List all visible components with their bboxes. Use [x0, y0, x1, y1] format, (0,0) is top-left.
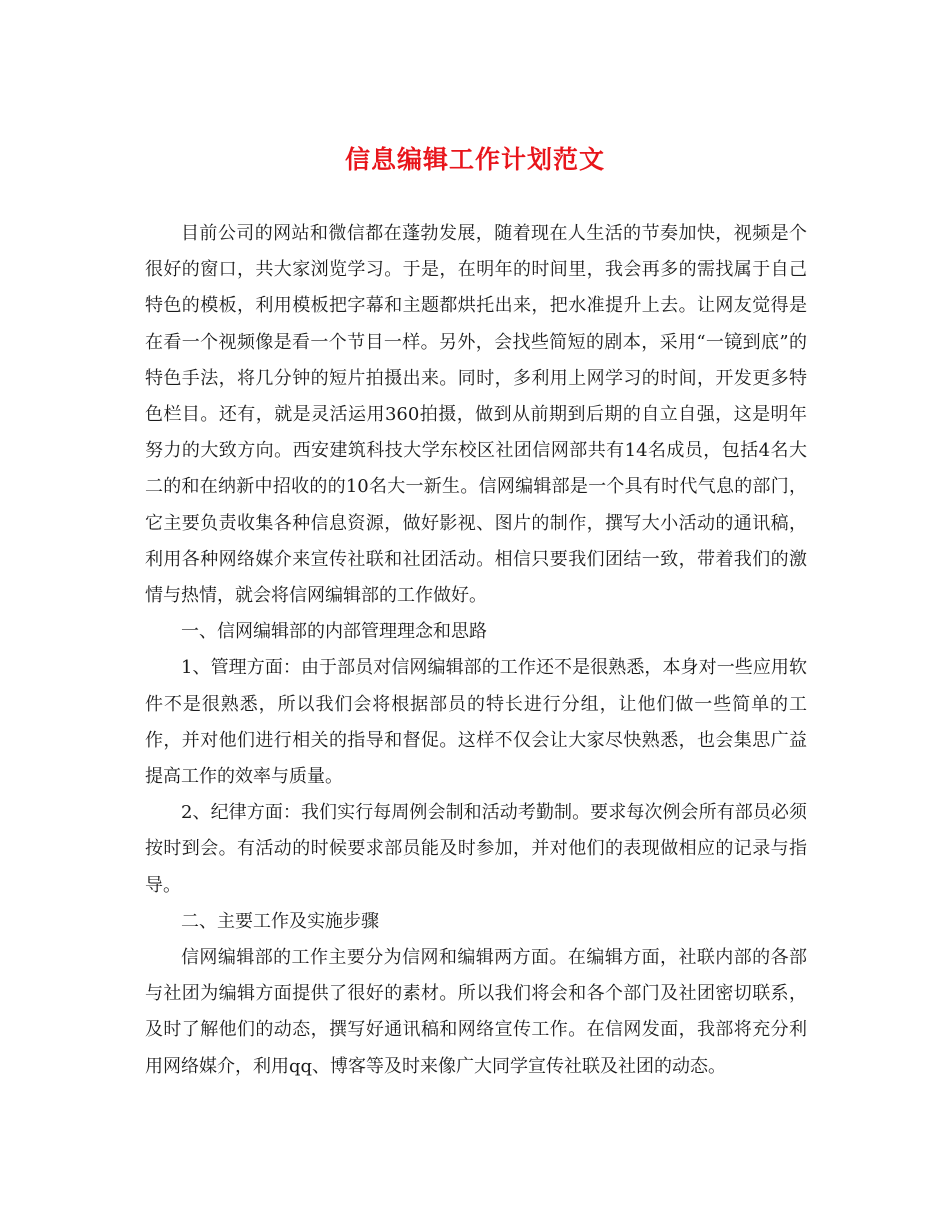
paragraph-discipline: 2、纪律方面：我们实行每周例会制和活动考勤制。要求每次例会所有部员必须按时到会。有活动的时候要求部员能及时参加，并对他们的表现做相应的记录与指导。 [145, 802, 807, 896]
section-heading-2: 二、主要工作及实施步骤 [181, 910, 379, 932]
paragraph-main-work: 信网编辑部的工作主要分为信网和编辑两方面。在编辑方面，社联内部的各部与社团为编辑方面提供了很好的素材。所以我们将会和各个部门及社团密切联系，及时了解他们的动态，撰写好通讯稿和网络宣传工作。在信网发面，我部将充分利用网络媒介，利用qq、博客等及时来像广大同学宣传社联及社团的动态。 [145, 947, 807, 1077]
document-body [145, 216, 807, 1085]
paragraph-management: 1、管理方面：由于部员对信网编辑部的工作还不是很熟悉，本身对一些应用软件不是很熟悉，所以我们会将根据部员的特长进行分组，让他们做一些简单的工作，并对他们进行相关的指导和督促。这样不仅会让大家尽快熟悉，也会集思广益提高工作的效率与质量。 [145, 657, 807, 788]
section-heading-1: 一、信网编辑部的内部管理理念和思路 [181, 621, 487, 643]
document-title: 信息编辑工作计划范文 [344, 145, 605, 174]
paragraph-intro: 目前公司的网站和微信都在蓬勃发展，随着现在人生活的节奏加快，视频是个很好的窗口，共大家浏览学习。于是，在明年的时间里，我会再多的需找属于自己特色的模板，利用模板把字幕和主题都烘托出来，把水准提升上去。让网友觉得是在看一个视频像是看一个节目一样。另外，会找些简短的剧本，采用“一镜到底”的特色手法，将几分钟的短片拍摄出来。同时，多利用上网学习的时间，开发更多特色栏目。还有，就是灵活运用360拍摄，做到从前期到后期的自立自强，这是明年努力的大致方向。西安建筑科技大学东校区社团信网部共有14名成员，包括4名大二的和在纳新中招收的的10名大一新生。信网编辑部是一个具有时代气息的部门，它主要负责收集各种信息资源，做好影视、图片的制作，撰写大小活动的通讯稿，利用各种网络媒介来宣传社联和社团活动。相信只要我们团结一致，带着我们的激情与热情，就会将信网编辑部的工作做好。 [145, 223, 807, 607]
